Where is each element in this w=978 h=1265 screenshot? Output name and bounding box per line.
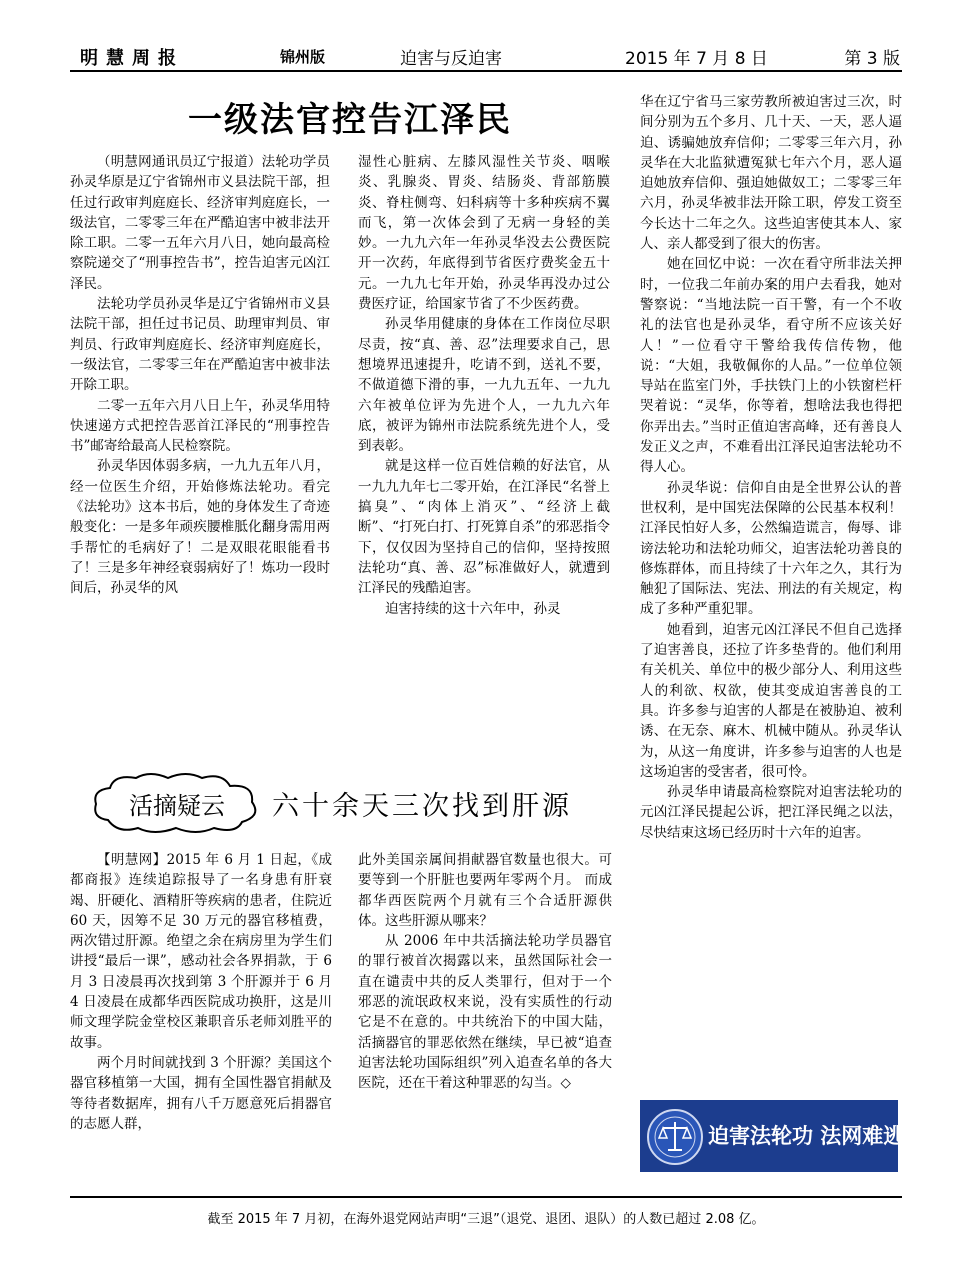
paragraph: （明慧网通讯员辽宁报道）法轮功学员孙灵华原是辽宁省锦州市义县法院干部，担任过行政审判庭庭长、经济审判庭庭长，一级法官，二零零三年在严酷迫害中被非法开除工职。二零一五年六月八日，她向最高检察院递交了“刑事控告书”，控告迫害元凶江泽民。 [70,154,330,292]
paragraph: 迫害持续的这十六年中，孙灵 [385,600,561,617]
footer-rule [70,1196,902,1198]
paragraph: 她在回忆中说：一次在看守所非法关押时，一位我二年前办案的用户去看我，她对警察说：“当地法院一百干警，有一个不收礼的法官也是孙灵华，看守所不应该关好人！”一位看守干警给我传信传物，他说：“大姐，我敬佩你的人品。”一位单位领导站在监室门外，手扶铁门上的小铁窗栏杆哭着说：“灵华，你等着，想啥法我也得把你弄出去。”当时正值迫害高峰，还有善良人发正义之声，不难看出江泽民迫害法轮功不得人心。 [640,256,902,476]
paragraph: 孙灵华因体弱多病，一九九五年八月，经一位医生介绍，开始修炼法轮功。看完《法轮功》这本书后，她的身体发生了奇迹般变化：一是多年顽疾腰椎胝化翻身需用两手帮忙的毛病好了！二是双眼花眼能看书了！三是多年神经衰弱病好了！炼功一段时间后，孙灵华的风 [70,458,330,597]
advert-slogan: 迫害法轮功 法网难逃 [708,1124,905,1148]
issue-date: 2015 年 7 月 8 日 [625,49,768,69]
article-2-column-1 [70,850,332,1134]
advert-banner [640,1100,905,1172]
header-rule [70,70,902,72]
article-2-banner-label: 活摘疑云 [129,792,225,820]
scales-of-justice-icon [646,1108,704,1166]
article-1-column-3 [640,92,902,843]
paragraph: 法轮功学员孙灵华是辽宁省锦州市义县法院干部，担任过书记员、助理审判员、审判员、行政审判庭庭长、经济审判庭庭长，一级法官，二零零三年在严酷迫害中被非法开除工职。 [70,296,330,394]
paragraph: 孙灵华申请最高检察院对迫害法轮功的元凶江泽民提起公诉，把江泽民绳之以法，尽快结束这场已经历时十六年的迫害。 [640,784,902,841]
footer-note: 截至 2015 年 7 月初，在海外退党网站声明“三退”（退党、退团、退队）的人数已超过 2.08 亿。 [207,1212,765,1227]
article-2-title: 六十余天三次找到肝源 [272,791,572,822]
paragraph: 就是这样一位百姓信赖的好法官，从一九九九年七二零开始，在江泽民“名誉上搞臭”、“肉体上消灭”、“经济上截断”、“打死白打、打死算自杀”的邪恶指令下，仅仅因为坚持自己的信仰，坚持按照法轮功“真、善、忍”标准做好人，就遭到江泽民的残酷迫害。 [358,458,610,597]
paragraph: 从 2006 年中共活摘法轮功学员器官的罪行被首次揭露以来，虽然国际社会一直在谴责中共的反人类罪行，但对于一个邪恶的流氓政权来说，没有实质性的行动它是不在意的。中共统治下的中国大陆，活摘器官的罪恶依然在继续，早已被“追查迫害法轮功国际组织”列入追查名单的各大医院，还在干着这种罪恶的勾当。◇ [358,933,612,1092]
paragraph: 孙灵华说：信仰自由是全世界公认的普世权利，是中国宪法保障的公民基本权利！江泽民怕好人多，公然编造谎言，侮辱、诽谤法轮功和法轮功师父，迫害法轮功善良的修炼群体，而且持续了十六年之久，其行为触犯了国际法、宪法、刑法的有关规定，构成了多种严重犯罪。 [640,479,902,618]
article-2-column-2 [358,850,612,1094]
paragraph: 孙灵华用健康的身体在工作岗位尽职尽责，按“真、善、忍”法理要求自己，思想境界迅速提升，吃请不到，送礼不要，不做道德下滑的事，一九九五年、一九九六年被单位评为先进个人，一九九六年底，被评为锦州市法院系统先进个人，受到表彰。 [358,316,610,455]
article-2-header [88,770,618,836]
paragraph: 两个月时间就找到 3 个肝源？美国这个器官移植第一大国，拥有全国性器官捐献及等待者数据库，拥有八千万愿意死后捐器官的志愿人群， [70,1054,332,1132]
paragraph: 此外美国亲属间捐献器官数量也很大。可要等到一个肝脏也要两年零两个月。 而成都华西医院两个月就有三个合适肝源供体。这些肝源从哪来？ [358,852,612,929]
page-number: 第 3 版 [844,49,900,69]
newspaper-name: 明慧周报 [80,48,184,69]
paragraph: 二零一五年六月八日上午，孙灵华用特快速递方式把控告恶首江泽民的“刑事控告书”邮寄给最高人民检察院。 [70,397,330,455]
paragraph: 她看到，迫害元凶江泽民不但自己选择了迫害善良，还拉了许多垫背的。他们利用有关机关、单位中的极少部分人、利用这些人的利欲、权欲，使其变成迫害善良的工具。许多参与迫害的人都是在被胁迫、被利诱、在无奈、麻木、机械中随从。孙灵华认为，从这一角度讲，许多参与迫害的人也是这场迫害的受害者，很可怜。 [640,621,902,780]
masthead [70,40,902,70]
paragraph: 【明慧网】2015 年 6 月 1 日起，《成都商报》连续追踪报导了一名身患有肝衰竭、肝硬化、酒精肝等疾病的患者，住院近 60 天，因筹不足 30 万元的器官移植费，两次错过肝源。绝望之余在病房里为学生们讲授“最后一课”，感动社会各界捐款，于 6 月 3 日凌晨再次找到第 3 个肝源并于 6 月 4 日凌晨在成都华西医院成功换肝，这是川师文理学院金堂校区兼职音乐老师刘胜平的故事。 [70,852,332,1051]
article-1-column-2 [358,152,610,619]
article-1-column-1 [70,152,330,599]
section-label: 迫害与反迫害 [400,49,502,69]
paragraph: 湿性心脏病、左膝风湿性关节炎、咽喉炎、乳腺炎、胃炎、结肠炎、背部筋膜炎、脊柱侧弯、妇科病等十多种疾病不翼而飞，第一次体会到了无病一身轻的美妙。一九九六年一年孙灵华没去公费医院开一次药，年底得到节省医疗费奖金五十元。一九九七年开始，孙灵华再没办过公费医疗证，给国家节省了不少医药费。 [358,154,610,313]
edition-label: 锦州版 [280,48,326,66]
paragraph: 华在辽宁省马三家劳教所被迫害过三次，时间分别为五个多月、几十天、一天，恶人逼迫、诱骗她放弃信仰；二零零三年六月，孙灵华在大北监狱遭冤狱七年六个月，恶人逼迫她放弃信仰、强迫她做奴工；二零零三年六月，孙灵华被非法开除工职，停发工资至今长达十二年之久。这些迫害使其本人、家人、亲人都受到了很大的伤害。 [640,94,902,253]
article-1-title: 一级法官控告江泽民 [188,100,512,140]
